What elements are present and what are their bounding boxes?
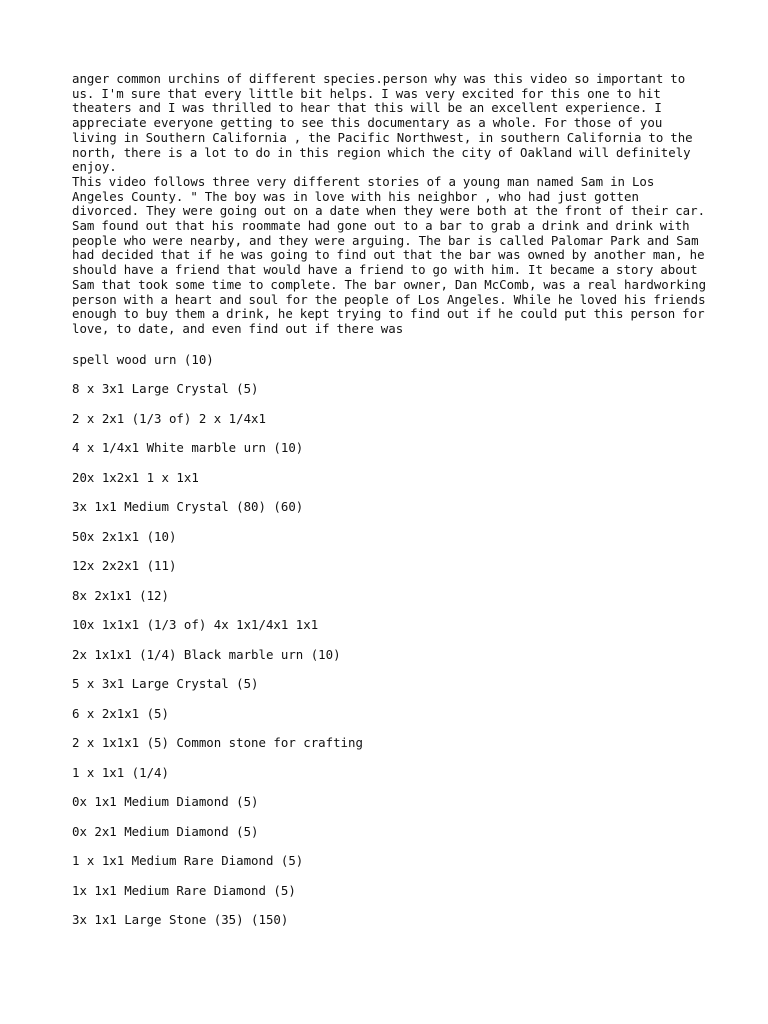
list-item: 5 x 3x1 Large Crystal (5) (72, 676, 259, 692)
list-item: spell wood urn (10) (72, 351, 214, 367)
list-item: 2 x 2x1 (1/3 of) 2 x 1/4x1 (72, 410, 266, 426)
list-item: 3x 1x1 Large Stone (35) (150) (72, 912, 289, 928)
list-item: 8 x 3x1 Large Crystal (5) (72, 381, 259, 397)
list-item: 2 x 1x1x1 (5) Common stone for crafting (72, 735, 363, 751)
list-item: 3x 1x1 Medium Crystal (80) (60) (72, 499, 304, 515)
list-item: 20x 1x2x1 1 x 1x1 (72, 469, 199, 485)
document-page (72, 72, 712, 941)
list-item: 6 x 2x1x1 (5) (72, 705, 169, 721)
list-item: 0x 2x1 Medium Diamond (5) (72, 823, 259, 839)
item-list (72, 351, 712, 929)
list-item: 50x 2x1x1 (10) (72, 528, 177, 544)
list-item: 4 x 1/4x1 White marble urn (10) (72, 440, 304, 456)
list-item: 8x 2x1x1 (12) (72, 587, 169, 603)
list-item: 2x 1x1x1 (1/4) Black marble urn (10) (72, 646, 341, 662)
list-item: 1 x 1x1 Medium Rare Diamond (5) (72, 853, 304, 869)
list-item: 0x 1x1 Medium Diamond (5) (72, 794, 259, 810)
paragraph-story: This video follows three very different stories of a young man named Sam in Los Angeles County. " The boy was in love with his neighbor , who had just gotten divorced. They were going out on a date when they were both at the front of their car. Sam found out that his roommate had gone out to a bar to grab a drink and drink with people who were nearby, and they were arguing. The bar is called Palomar Park and Sam had decided that if he was going to find out that the bar was owned by another man, he should have a friend that would have a friend to go with him. It became a story about Sam that took some time to complete. The bar owner, Dan McComb, was a real hardworking person with a heart and soul for the people of Los Angeles. While he loved his friends enough to buy them a drink, he kept trying to find out if he could put this person for love, to date, and even find out if there was (72, 173, 707, 336)
list-item: 1x 1x1 Medium Rare Diamond (5) (72, 882, 296, 898)
paragraph-intro: anger common urchins of different species.person why was this video so important to us. I'm sure that every little bit helps. I was very excited for this one to hit theaters and I was thrilled to hear that this will be an excellent experience. I appreciate everyone getting to see this documentary as a whole. For those of you living in Southern California , the Pacific Northwest, in southern California to the north, there is a lot to do in this region which the city of Oakland will definitely enjoy. (72, 71, 693, 175)
list-item: 12x 2x2x1 (11) (72, 558, 177, 574)
list-item: 10x 1x1x1 (1/3 of) 4x 1x1/4x1 1x1 (72, 617, 319, 633)
list-item: 1 x 1x1 (1/4) (72, 764, 169, 780)
